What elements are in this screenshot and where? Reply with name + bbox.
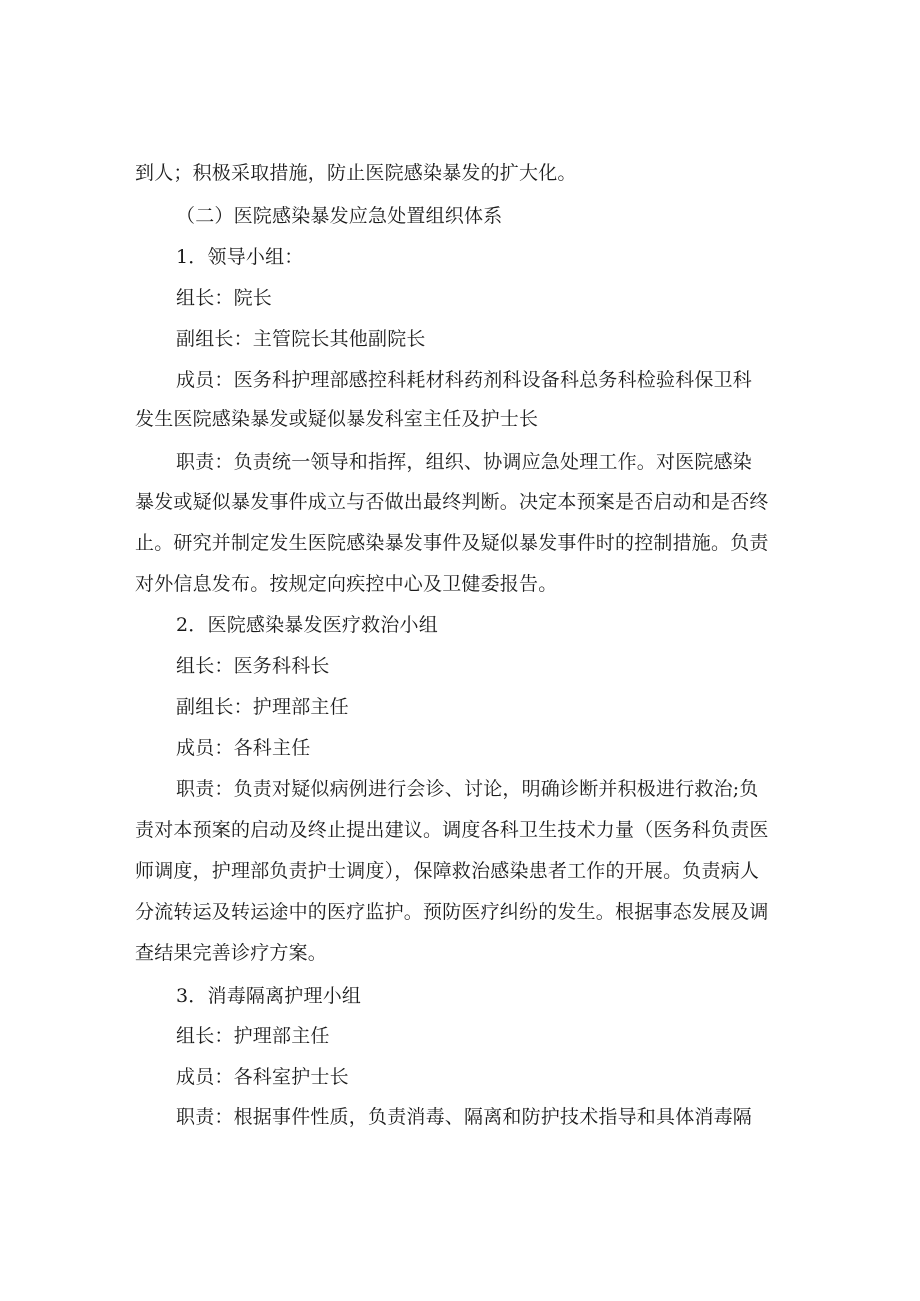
paragraph-line: 职责：根据事件性质，负责消毒、隔离和防护技术指导和具体消毒隔: [176, 1106, 753, 1128]
paragraph-line: 副组长：主管院长其他副院长: [176, 328, 426, 350]
subsection-heading: 1．领导小组：: [176, 246, 304, 268]
subsection-heading: 3．消毒隔离护理小组: [176, 985, 362, 1007]
paragraph-line: 组长：护理部主任: [176, 1025, 330, 1047]
paragraph-line: 对外信息发布。按规定向疾控中心及卫健委报告。: [135, 573, 558, 595]
paragraph-line: 发生医院感染暴发或疑似暴发科室主任及护士长: [135, 408, 539, 430]
subsection-heading: 2．医院感染暴发医疗救治小组: [176, 614, 438, 636]
paragraph-line: 成员：医务科护理部感控科耗材科药剂科设备科总务科检验科保卫科: [176, 369, 753, 391]
paragraph-line: 成员：各科室护士长: [176, 1066, 349, 1088]
paragraph-line: 暴发或疑似暴发事件成立与否做出最终判断。决定本预案是否启动和是否终: [135, 491, 769, 513]
paragraph-line: 止。研究并制定发生医院感染暴发事件及疑似暴发事件时的控制措施。负责: [135, 532, 769, 554]
paragraph-line: 查结果完善诊疗方案。: [135, 942, 328, 964]
paragraph-line: 组长：医务科科长: [176, 655, 330, 677]
section-heading: （二）医院感染暴发应急处置组织体系: [176, 205, 503, 227]
paragraph-line: 副组长：护理部主任: [176, 696, 349, 718]
paragraph-line: 成员：各科主任: [176, 737, 311, 759]
paragraph-line: 责对本预案的启动及终止提出建议。调度各科卫生技术力量（医务科负责医: [135, 819, 769, 841]
paragraph-line: 组长：院长: [176, 287, 273, 309]
paragraph-line: 师调度，护理部负责护士调度），保障救治感染患者工作的开展。负责病人: [135, 860, 760, 882]
paragraph-line: 职责：负责对疑似病例进行会诊、讨论，明确诊断并积极进行救治;负: [176, 778, 759, 800]
paragraph-line: 职责：负责统一领导和指挥，组织、协调应急处理工作。对医院感染: [176, 451, 753, 473]
paragraph-line: 到人；积极采取措施，防止医院感染暴发的扩大化。: [135, 162, 577, 184]
paragraph-line: 分流转运及转运途中的医疗监护。预防医疗纠纷的发生。根据事态发展及调: [135, 901, 769, 923]
